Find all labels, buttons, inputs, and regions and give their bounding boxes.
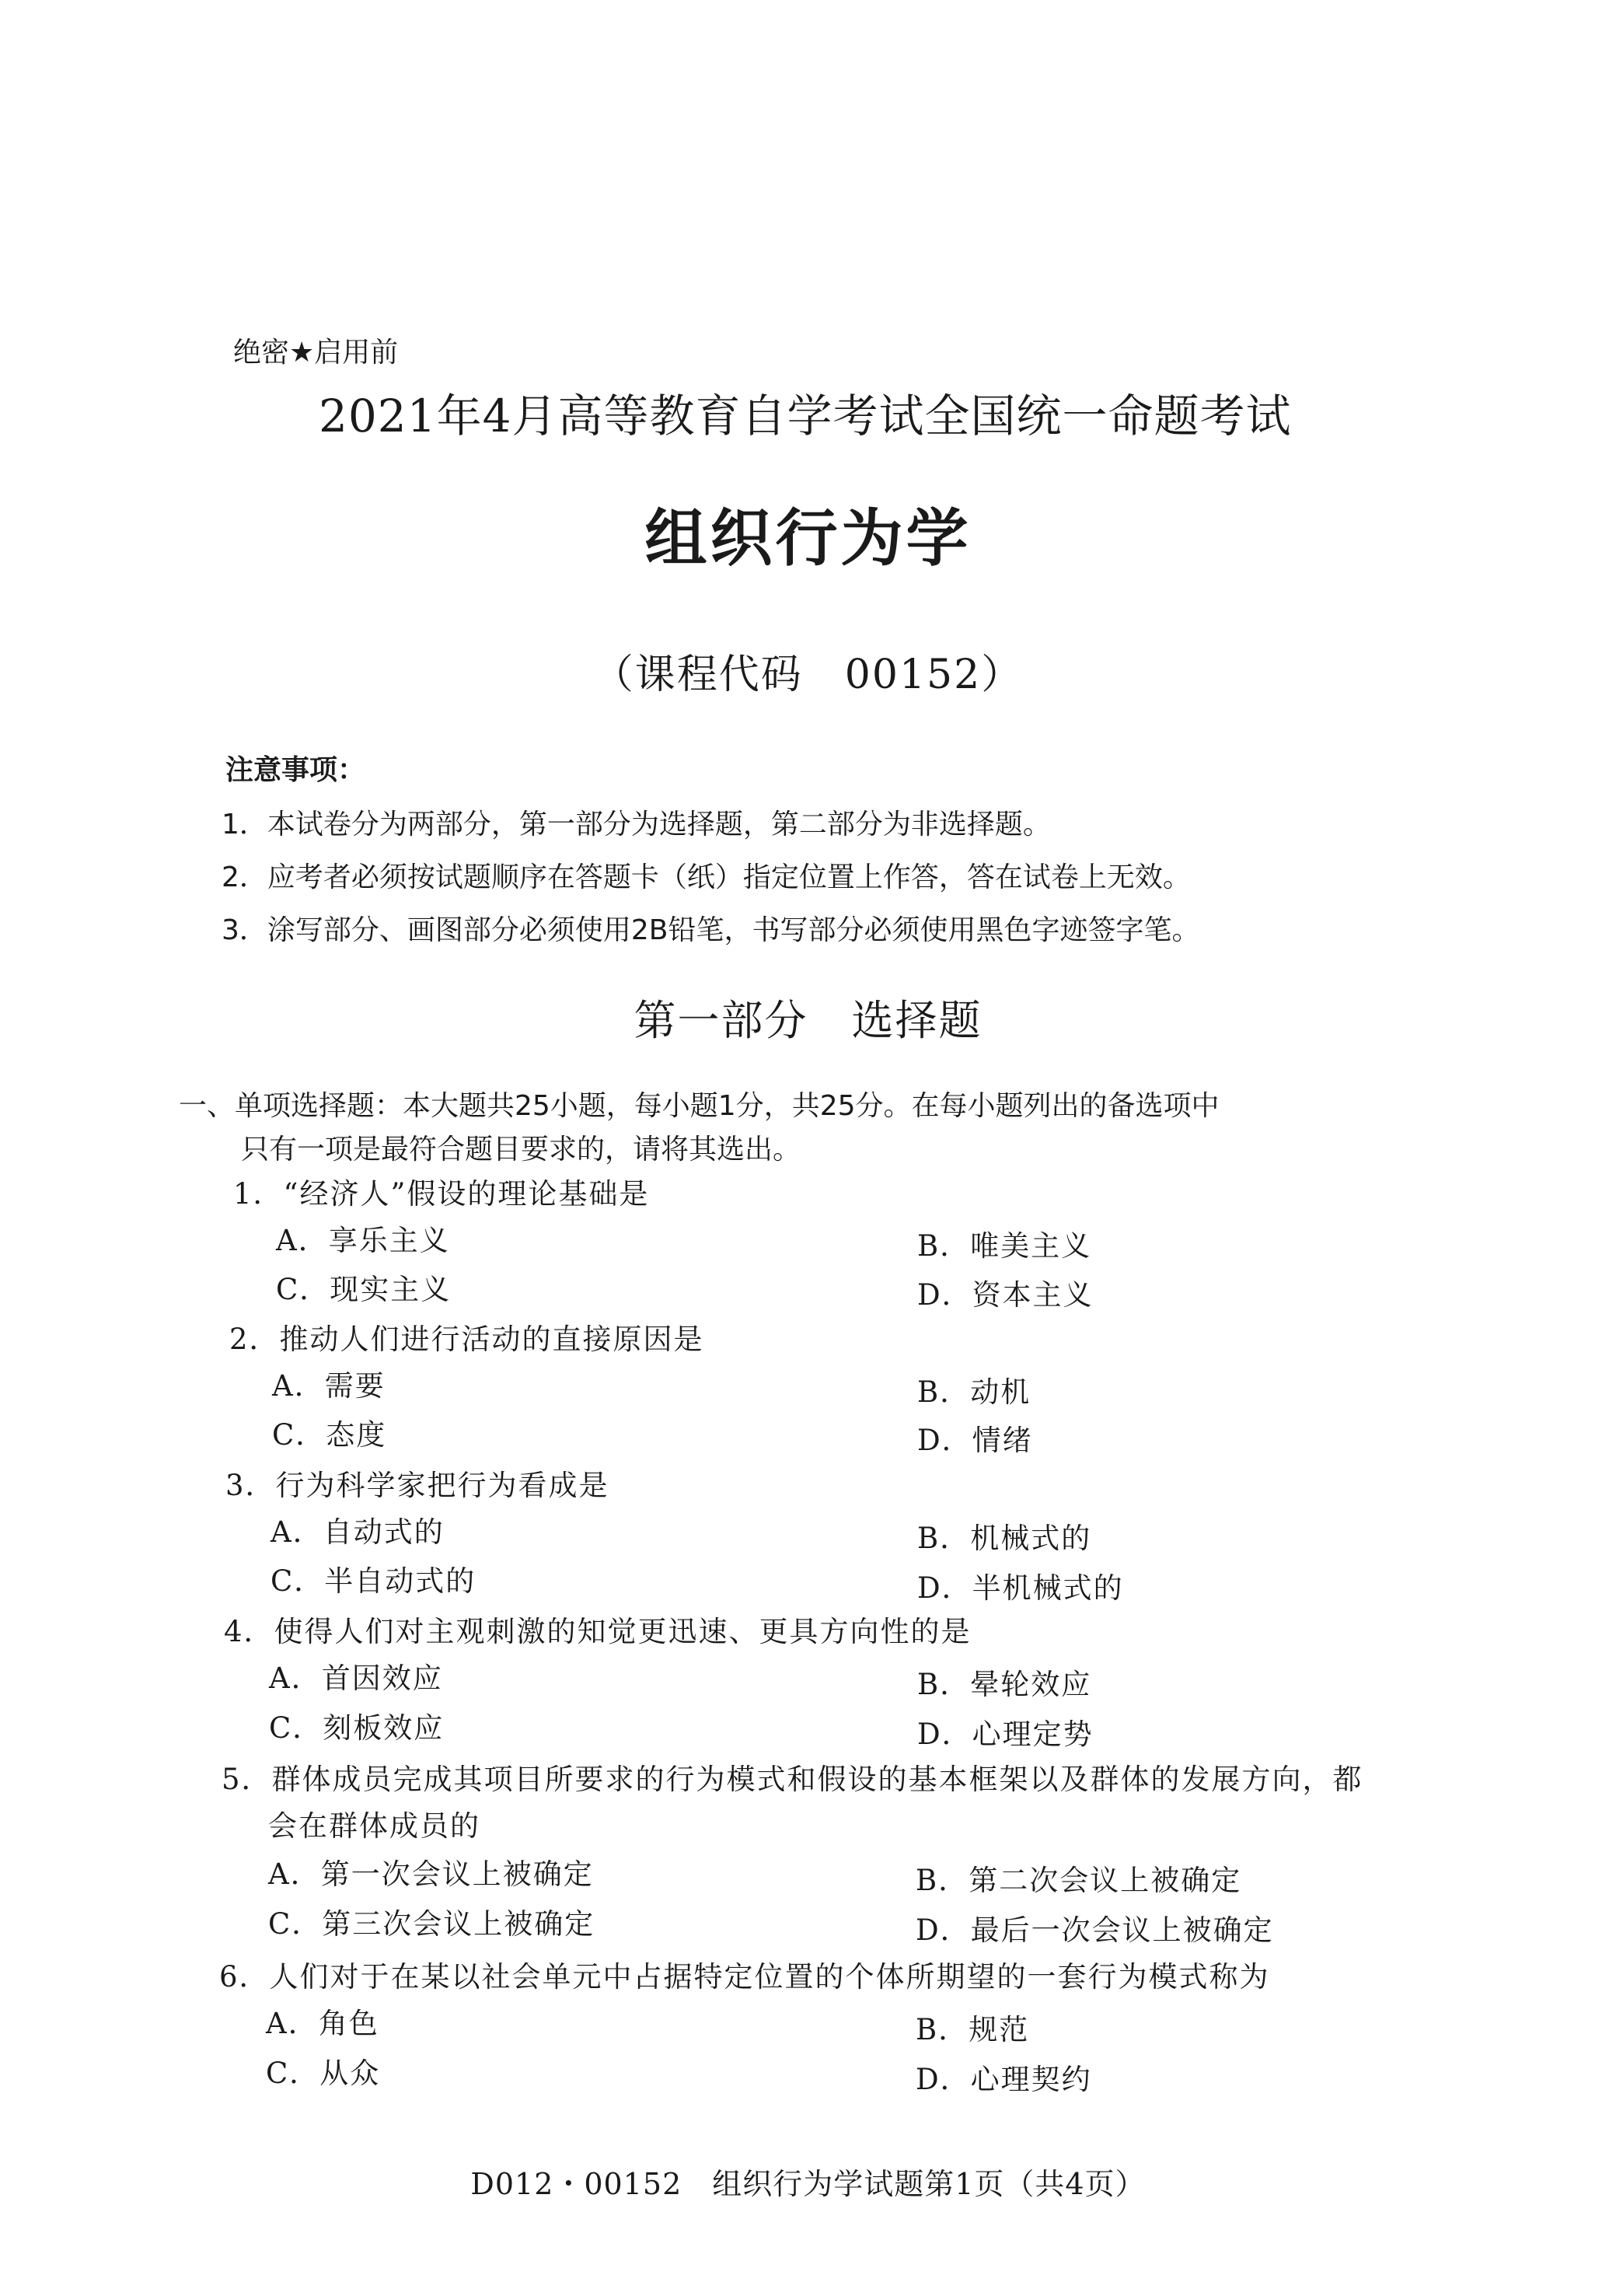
question-1-option-c: C．现实主义 [276, 1273, 452, 1306]
notes-item-3: 3．涂写部分、画图部分必须使用2B铅笔，书写部分必须使用黑色字迹签字笔。 [222, 914, 1200, 946]
question-3-option-a: A．自动式的 [270, 1515, 445, 1549]
question-4-option-b: B．晕轮效应 [917, 1668, 1092, 1701]
question-3-stem: 3．行为科学家把行为看成是 [225, 1469, 609, 1502]
confidential-mark: 绝密★启用前 [233, 337, 399, 369]
question-5-option-b: B．第二次会议上被确定 [916, 1864, 1242, 1897]
question-6-option-b: B．规范 [916, 2013, 1030, 2046]
notes-title: 注意事项： [225, 754, 366, 786]
exam-title: 2021年4月高等教育自学考试全国统一命题考试 [319, 390, 1292, 442]
page-footer: D012・00152 组织行为学试题第1页（共4页） [470, 2167, 1146, 2201]
question-2-stem: 2．推动人们进行活动的直接原因是 [229, 1323, 704, 1356]
question-2-option-a: A．需要 [272, 1369, 386, 1403]
notes-item-1: 1．本试卷分为两部分，第一部分为选择题，第二部分为非选择题。 [222, 809, 1051, 840]
question-4-stem: 4．使得人们对主观刺激的知觉更迅速、更具方向性的是 [224, 1615, 972, 1648]
question-4-option-a: A．首因效应 [269, 1662, 443, 1695]
question-5-option-d: D．最后一次会议上被确定 [916, 1913, 1274, 1947]
question-6-stem: 6．人们对于在某以社会单元中占据特定位置的个体所期望的一套行为模式称为 [219, 1960, 1270, 1994]
question-1-option-d: D．资本主义 [917, 1278, 1094, 1312]
part-one-title: 第一部分 选择题 [633, 996, 983, 1045]
question-3-option-b: B．机械式的 [917, 1522, 1092, 1555]
question-6-option-a: A．角色 [266, 2007, 379, 2040]
notes-item-2: 2．应考者必须按试题顺序在答题卡（纸）指定位置上作答，答在试卷上无效。 [222, 861, 1191, 893]
section-intro-line-1: 一、单项选择题：本大题共25小题，每小题1分，共25分。在每小题列出的备选项中 [179, 1090, 1220, 1122]
question-1-option-b: B．唯美主义 [917, 1229, 1092, 1263]
question-5-stem-line-2: 会在群体成员的 [268, 1809, 480, 1843]
question-2-option-c: C．态度 [272, 1418, 387, 1452]
question-4-option-d: D．心理定势 [917, 1718, 1094, 1751]
question-3-option-c: C．半自动式的 [270, 1564, 476, 1598]
question-5-option-c: C．第三次会议上被确定 [268, 1907, 595, 1941]
course-code: （课程代码 00152） [592, 652, 1024, 698]
question-4-option-c: C．刻板效应 [269, 1711, 445, 1745]
course-name: 组织行为学 [644, 502, 972, 575]
question-1-option-a: A．享乐主义 [276, 1224, 450, 1257]
question-2-option-d: D．情绪 [917, 1424, 1033, 1457]
question-5-option-a: A．第一次会议上被确定 [268, 1857, 594, 1891]
question-5-stem: 5．群体成员完成其项目所要求的行为模式和假设的基本框架以及群体的发展方向，都 [222, 1763, 1363, 1796]
question-1-stem: 1．“经济人”假设的理论基础是 [233, 1177, 650, 1211]
question-2-option-b: B．动机 [917, 1375, 1031, 1409]
section-intro-line-2: 只有一项是最符合题目要求的，请将其选出。 [241, 1134, 801, 1165]
question-6-option-c: C．从众 [266, 2057, 381, 2090]
question-3-option-d: D．半机械式的 [917, 1571, 1124, 1605]
question-6-option-d: D．心理契约 [916, 2063, 1092, 2096]
